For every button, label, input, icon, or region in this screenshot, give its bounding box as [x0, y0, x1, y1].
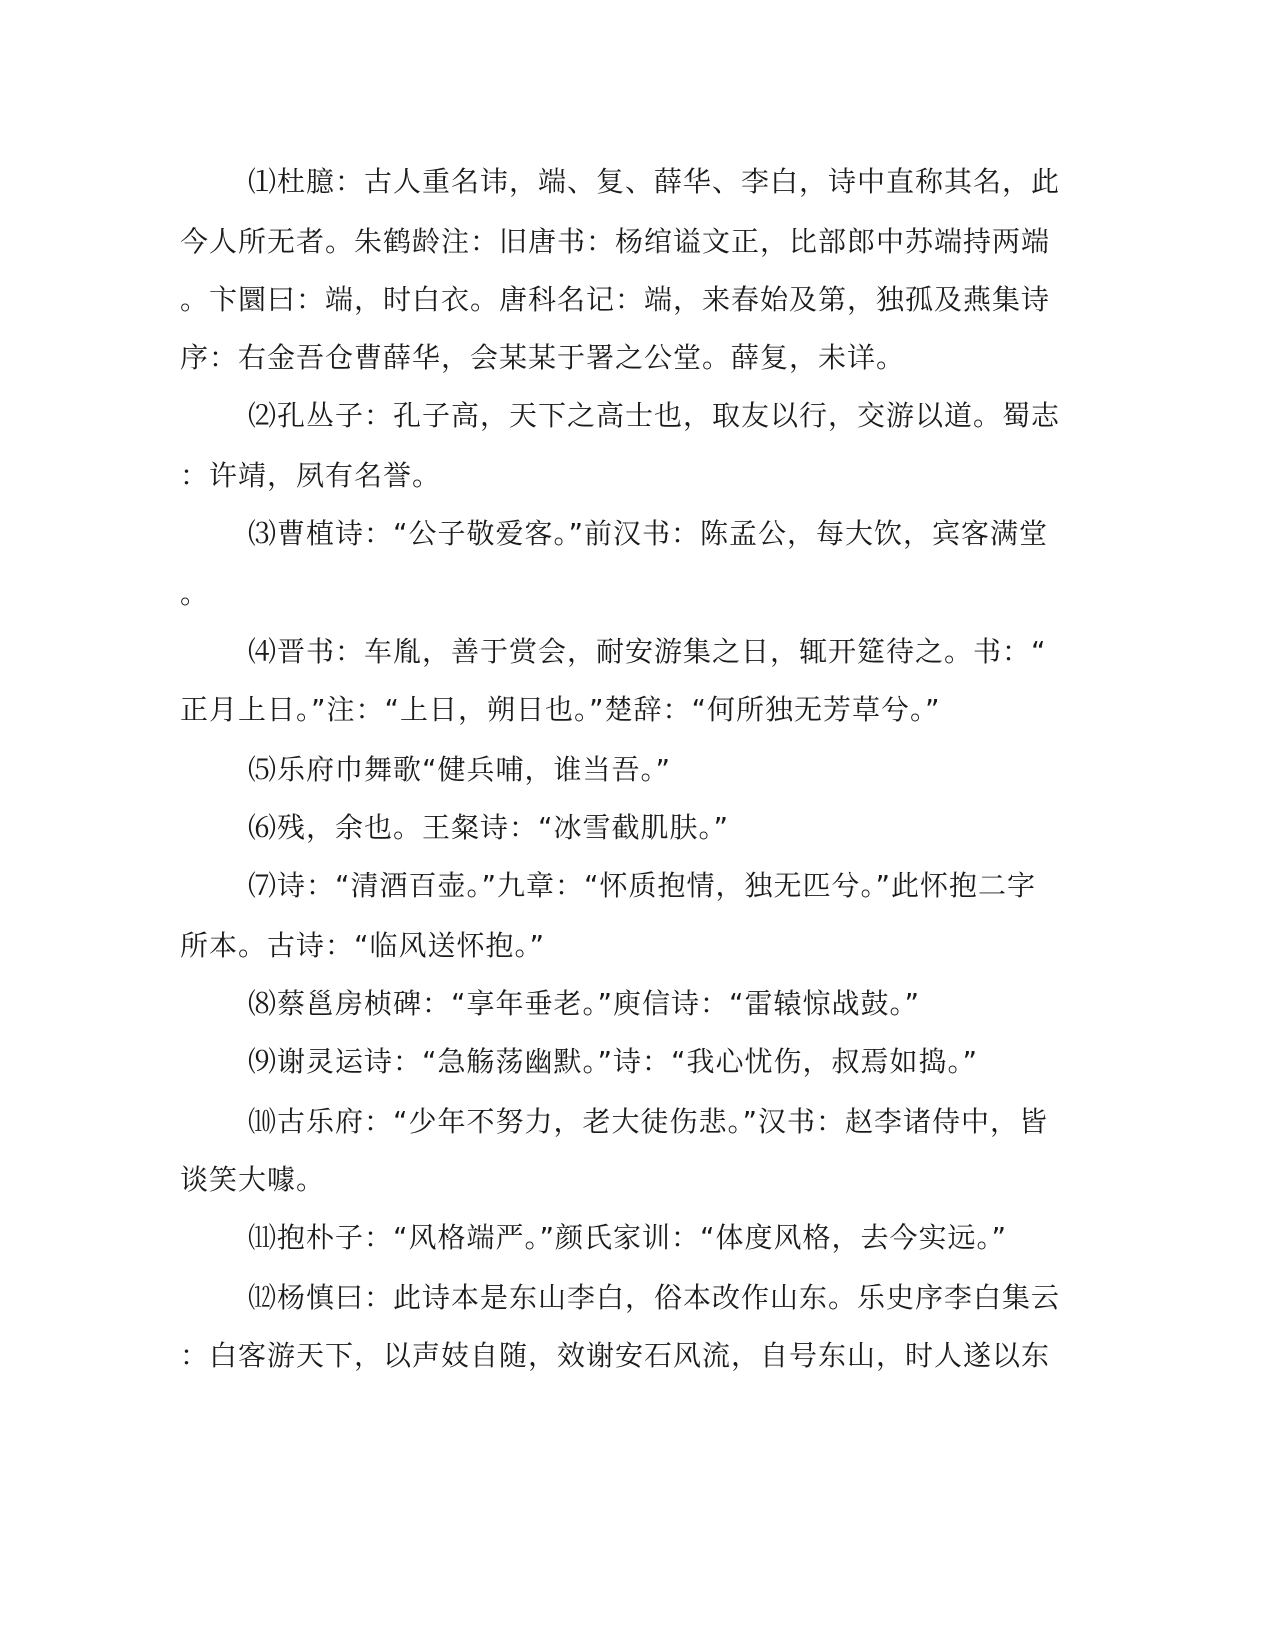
note-4-line-2: 正月上日。”注：“上日，朔日也。”楚辞：“何所独无芳草兮。”: [180, 693, 941, 726]
note-7-line-1: ⑺诗：“清酒百壶。”九章：“怀质抱情，独无匹兮。”此怀抱二字: [248, 869, 1037, 902]
note-10-line-1: ⑽古乐府：“少年不努力，老大徒伤悲。”汉书：赵李诸侍中，皆: [248, 1105, 1049, 1138]
note-6-line-1: ⑹残，余也。王粲诗：“冰雪截肌肤。”: [248, 811, 730, 844]
note-1-line-2: 今人所无者。朱鹤龄注：旧唐书：杨绾谥文正，比部郎中苏端持两端: [180, 225, 1051, 258]
note-9-line-1: ⑼谢灵运诗：“急觞荡幽默。”诗：“我心忧伤，叔焉如捣。”: [248, 1045, 979, 1078]
note-5-line-1: ⑸乐府巾舞歌“健兵哺，谁当吾。”: [248, 753, 672, 786]
note-1-line-4: 序：右金吾仓曹薛华，会某某于署之公堂。薛复，未详。: [180, 341, 906, 374]
note-7-line-2: 所本。古诗：“临风送怀抱。”: [180, 929, 546, 962]
note-10-line-2: 谈笑大噱。: [180, 1163, 326, 1196]
note-4-line-1: ⑷晋书：车胤，善于赏会，耐安游集之日，辄开筵待之。书：“: [248, 635, 1047, 668]
note-1-line-1: ⑴杜臆：古人重名讳，端、复、薛华、李白，诗中直称其名，此: [248, 165, 1061, 198]
note-1-line-3: 。卞圜曰：端，时白衣。唐科名记：端，来春始及第，独孤及燕集诗: [180, 283, 1051, 316]
note-2-line-2: ：许靖，夙有名誉。: [180, 459, 442, 492]
note-12-line-2: ：白客游天下，以声妓自随，效谢安石风流，自号东山，时人遂以东: [180, 1339, 1051, 1372]
note-3-line-2: 。: [180, 577, 210, 610]
note-8-line-1: ⑻蔡邕房桢碑：“享年垂老。”庾信诗：“雷辕惊战鼓。”: [248, 987, 921, 1020]
note-3-line-1: ⑶曹植诗：“公子敬爱客。”前汉书：陈孟公，每大饮，宾客满堂: [248, 517, 1049, 550]
note-2-line-1: ⑵孔丛子：孔子高，天下之高士也，取友以行，交游以道。蜀志: [248, 399, 1061, 432]
note-12-line-1: ⑿杨慎曰：此诗本是东山李白，俗本改作山东。乐史序李白集云: [248, 1281, 1061, 1314]
note-11-line-1: ⑾抱朴子：“风格端严。”颜氏家训：“体度风格，去今实远。”: [248, 1221, 1008, 1254]
